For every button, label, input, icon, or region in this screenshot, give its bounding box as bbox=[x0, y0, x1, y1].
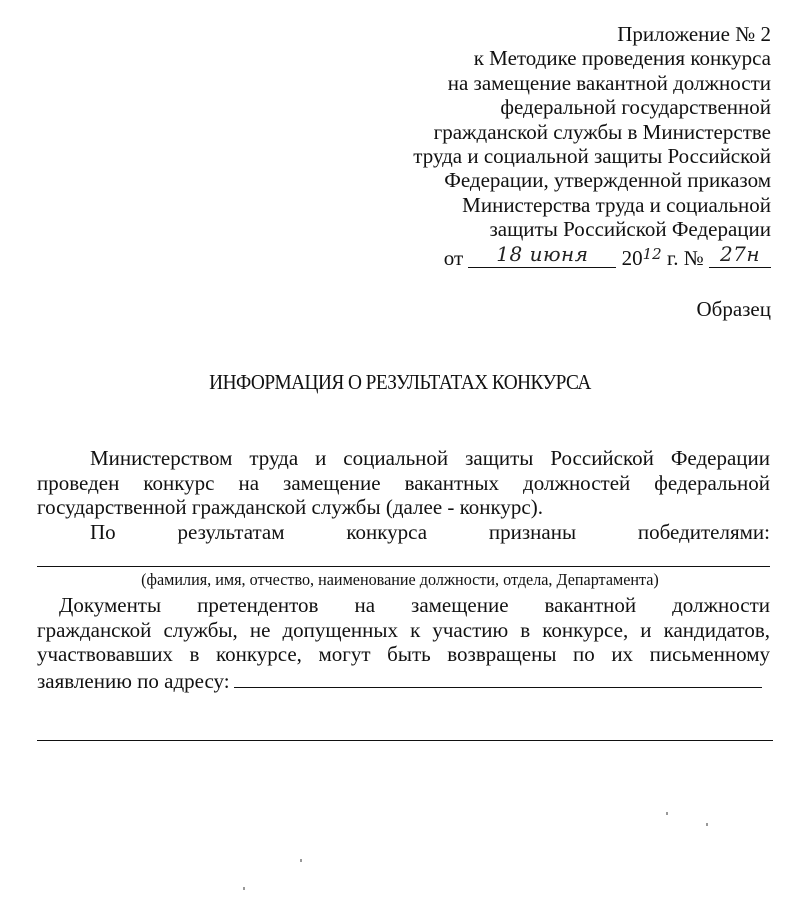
paragraph-documents bbox=[37, 593, 770, 693]
scan-speck bbox=[300, 859, 302, 862]
order-reference bbox=[443, 242, 771, 273]
order-year-prefix: 20 bbox=[621, 246, 643, 270]
paragraph-line: Министерством труда и социальной защиты Российской Федерации bbox=[90, 446, 770, 470]
order-from-label: от bbox=[443, 246, 464, 270]
order-year-handwritten: 12 bbox=[642, 245, 662, 263]
appendix-line: защиты Российской Федерации bbox=[489, 217, 771, 242]
order-number-handwritten: 27н bbox=[719, 242, 761, 266]
scan-speck bbox=[666, 812, 668, 815]
appendix-line: к Методике проведения конкурса bbox=[473, 46, 771, 71]
appendix-header bbox=[413, 22, 771, 242]
appendix-title: Приложение № 2 bbox=[617, 22, 771, 46]
winners-field-caption: (фамилия, имя, отчество, наименование должности, отдела, Департамента) bbox=[141, 570, 659, 589]
order-number-label: г. № bbox=[666, 246, 704, 270]
appendix-line: на замещение вакантной должности bbox=[447, 70, 771, 95]
appendix-line: федеральной государственной bbox=[500, 95, 771, 120]
appendix-line: Министерства труда и социальной bbox=[462, 192, 771, 217]
paragraph-line: участвовавших в конкурсе, могут быть возвращены по их письменному bbox=[37, 642, 770, 667]
address-field[interactable] bbox=[234, 667, 762, 688]
appendix-line: гражданской службы в Министерстве bbox=[433, 119, 771, 144]
scan-speck bbox=[243, 887, 245, 890]
appendix-line: труда и социальной защиты Российской bbox=[413, 144, 771, 169]
order-date-field bbox=[468, 242, 616, 268]
paragraph-line: государственной гражданской службы (далее - конкурс). bbox=[37, 495, 543, 520]
document-title: ИНФОРМАЦИЯ О РЕЗУЛЬТАТАХ КОНКУРСА bbox=[209, 370, 591, 394]
paragraph-winners bbox=[37, 520, 770, 545]
paragraph-line: По результатам конкурса признаны победителями: bbox=[90, 520, 770, 544]
appendix-line: Федерации, утвержденной приказом bbox=[444, 168, 771, 193]
sample-label: Образец bbox=[696, 297, 771, 321]
address-continuation-line[interactable] bbox=[37, 740, 773, 741]
address-line bbox=[37, 667, 770, 694]
paragraph-line: проведен конкурс на замещение вакантных должностей федеральной bbox=[37, 470, 770, 495]
paragraph-conducted bbox=[37, 446, 770, 520]
paragraph-line: Документы претендентов на замещение вакантной должности bbox=[59, 593, 770, 617]
scan-speck bbox=[706, 823, 708, 826]
order-date-handwritten: 18 июня bbox=[496, 242, 589, 266]
winners-field-line[interactable] bbox=[37, 566, 770, 567]
address-label: заявлению по адресу: bbox=[37, 668, 230, 693]
paragraph-line: гражданской службы, не допущенных к участию в конкурсе, и кандидатов, bbox=[37, 617, 770, 642]
order-number-field bbox=[709, 242, 771, 268]
